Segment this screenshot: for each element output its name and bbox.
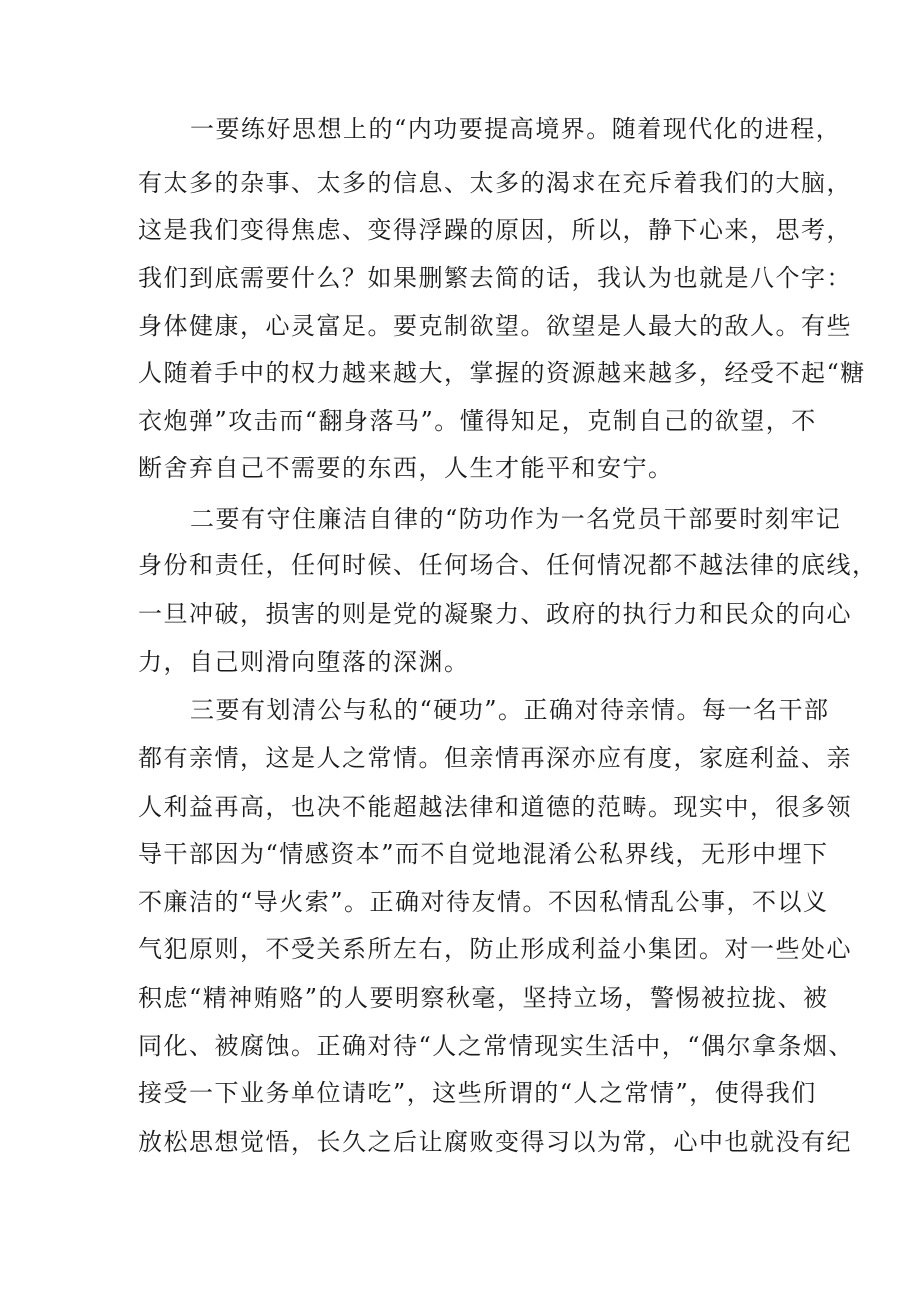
paragraph-1-line-7: 衣炮弹”攻击而“翻身落马”。懂得知足，克制自己的欲望，不: [138, 407, 817, 435]
paragraph-1-line-1: 一要练好思想上的“内功要提高境界。随着现代化的进程，: [190, 115, 842, 143]
paragraph-2-line-1: 二要有守住廉洁自律的“防功作为一名党员干部要时刻牢记: [190, 505, 842, 533]
paragraph-3-line-3: 人利益再高，也决不能超越法律和道德的范畴。现实中，很多领: [138, 793, 852, 821]
paragraph-3-line-10: 放松思想觉悟，长久之后让腐败变得习以为常，心中也就没有纪: [138, 1128, 852, 1156]
paragraph-2-line-3: 一旦冲破，损害的则是党的凝聚力、政府的执行力和民众的向心: [138, 600, 852, 628]
paragraph-3-line-5: 不廉洁的“导火索”。正确对待友情。不因私情乱公事，不以义: [138, 888, 829, 916]
paragraph-1-line-2: 有太多的杂事、太多的信息、太多的渴求在充斥着我们的大脑，: [138, 169, 852, 197]
paragraph-1-line-5: 身体健康，心灵富足。要克制欲望。欲望是人最大的敌人。有些: [138, 312, 852, 340]
paragraph-3-line-9: 接受一下业务单位请吃”，这些所谓的“人之常情”，使得我们: [138, 1079, 817, 1107]
paragraph-1-line-3: 这是我们变得焦虑、变得浮躁的原因，所以，静下心来，思考，: [138, 216, 852, 244]
paragraph-1-line-8: 断舍弃自己不需要的东西，人生才能平和安宁。: [138, 454, 674, 482]
paragraph-1-line-6: 人随着手中的权力越来越大，掌握的资源越来越多，经受不起“糖: [138, 359, 866, 387]
paragraph-3-line-8: 同化、被腐蚀。正确对待“人之常情现实生活中，“偶尔拿条烟、: [138, 1032, 855, 1060]
paragraph-3-line-2: 都有亲情，这是人之常情。但亲情再深亦应有度，家庭利益、亲: [138, 744, 852, 772]
paragraph-3-line-4: 导干部因为“情感资本”而不自觉地混淆公私界线，无形中埋下: [138, 840, 829, 868]
paragraph-3-line-1: 三要有划清公与私的“硬功”。正确对待亲情。每一名干部: [190, 696, 830, 724]
paragraph-3-line-6: 气犯原则，不受关系所左右，防止形成利益小集团。对一些处心: [138, 935, 852, 963]
paragraph-2-line-2: 身份和责任，任何时候、任何场合、任何情况都不越法律的底线，: [138, 551, 878, 579]
paragraph-2-line-4: 力，自己则滑向堕落的深渊。: [138, 648, 470, 676]
paragraph-1-line-4: 我们到底需要什么？如果删繁去简的话，我认为也就是八个字：: [138, 264, 852, 292]
paragraph-3-line-7: 积虑“精神贿赂”的人要明察秋毫，坚持立场，警惕被拉拢、被: [138, 984, 829, 1012]
